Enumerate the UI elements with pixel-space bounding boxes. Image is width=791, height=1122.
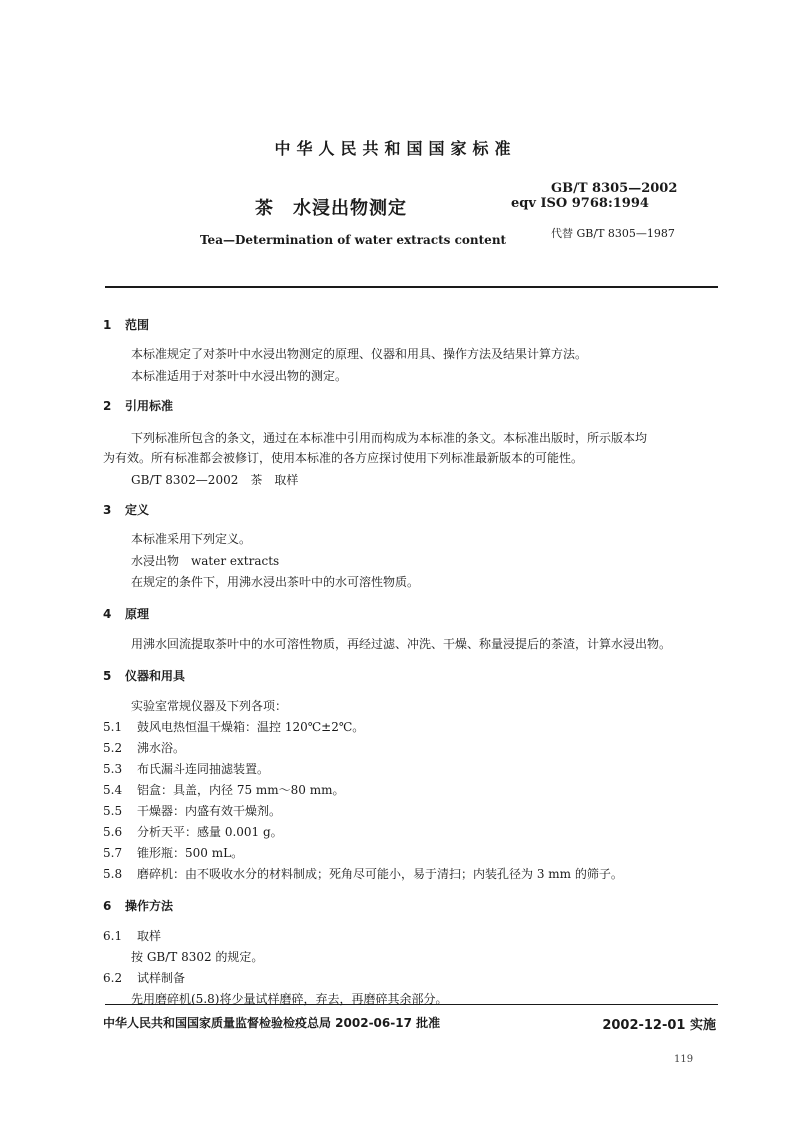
header-divider [105, 286, 718, 288]
list-item: 5.7 锥形瓶：500 mL。 [103, 846, 244, 860]
standard-number: GB/T 8305—2002 [551, 181, 678, 196]
subsection-6-2-heading: 6.2 试样制备 [103, 971, 186, 985]
section-4-para-1: 用沸水回流提取茶叶中的水可溶性物质，再经过滤、冲洗、干燥、称量浸提后的茶渣，计算水浸出物。 [131, 637, 672, 651]
page-number: 119 [674, 1054, 694, 1065]
section-2-heading: 2 引用标准 [103, 399, 174, 413]
section-4-heading: 4 原理 [103, 607, 150, 621]
subsection-6-1-heading: 6.1 取样 [103, 929, 162, 943]
section-1-heading: 1 范围 [103, 318, 150, 332]
effective-date: 2002-12-01 实施 [602, 1018, 716, 1033]
org-title: 中华人民共和国国家标准 [274, 139, 517, 158]
list-item: 5.8 磨碎机：由不吸收水分的材料制成；死角尽可能小，易于清扫；内装孔径为 3 mm 的筛子。 [103, 867, 623, 881]
list-item: 5.1 鼓风电热恒温干燥箱：温控 120℃±2℃。 [103, 720, 365, 734]
section-3-definition: 在规定的条件下，用沸水浸出茶叶中的水可溶性物质。 [131, 575, 420, 589]
section-1-para-1: 本标准规定了对茶叶中水浸出物测定的原理、仪器和用具、操作方法及结果计算方法。 [131, 347, 588, 361]
section-5-intro: 实验室常规仪器及下列各项： [131, 699, 288, 713]
section-3-term: 水浸出物 water extracts [131, 554, 280, 568]
subsection-6-2-text: 先用磨碎机(5.8)将少量试样磨碎，弃去，再磨碎其余部分。 [131, 992, 448, 1006]
section-1-para-2: 本标准适用于对茶叶中水浸出物的测定。 [131, 369, 348, 383]
section-2-para-1a: 下列标准所包含的条文，通过在本标准中引用而构成为本标准的条文。本标准出版时，所示版本均 [131, 431, 648, 445]
list-item: 5.3 布氏漏斗连同抽滤装置。 [103, 762, 270, 776]
replaces-standard: 代替 GB/T 8305—1987 [551, 227, 675, 240]
section-2-reference: GB/T 8302—2002 茶 取样 [131, 473, 299, 487]
list-item: 5.6 分析天平：感量 0.001 g。 [103, 825, 283, 839]
document-title-en: Tea—Determination of water extracts content [200, 233, 507, 247]
issuer-approval: 中华人民共和国国家质量监督检验检疫总局 2002-06-17 批准 [103, 1016, 441, 1030]
section-3-para-1: 本标准采用下列定义。 [131, 532, 252, 546]
equivalent-standard: eqv ISO 9768:1994 [511, 196, 649, 211]
section-2-para-1b: 为有效。所有标准都会被修订，使用本标准的各方应探讨使用下列标准最新版本的可能性。 [103, 451, 584, 465]
footer-divider [105, 1004, 718, 1005]
list-item: 5.4 铝盒：具盖，内径 75 mm～80 mm。 [103, 783, 345, 797]
subsection-6-1-text: 按 GB/T 8302 的规定。 [131, 950, 264, 964]
section-6-heading: 6 操作方法 [103, 899, 174, 913]
document-title-cn: 茶 水浸出物测定 [255, 198, 407, 219]
list-item: 5.2 沸水浴。 [103, 741, 186, 755]
section-5-heading: 5 仪器和用具 [103, 669, 186, 683]
section-3-heading: 3 定义 [103, 503, 150, 517]
list-item: 5.5 干燥器：内盛有效干燥剂。 [103, 804, 282, 818]
